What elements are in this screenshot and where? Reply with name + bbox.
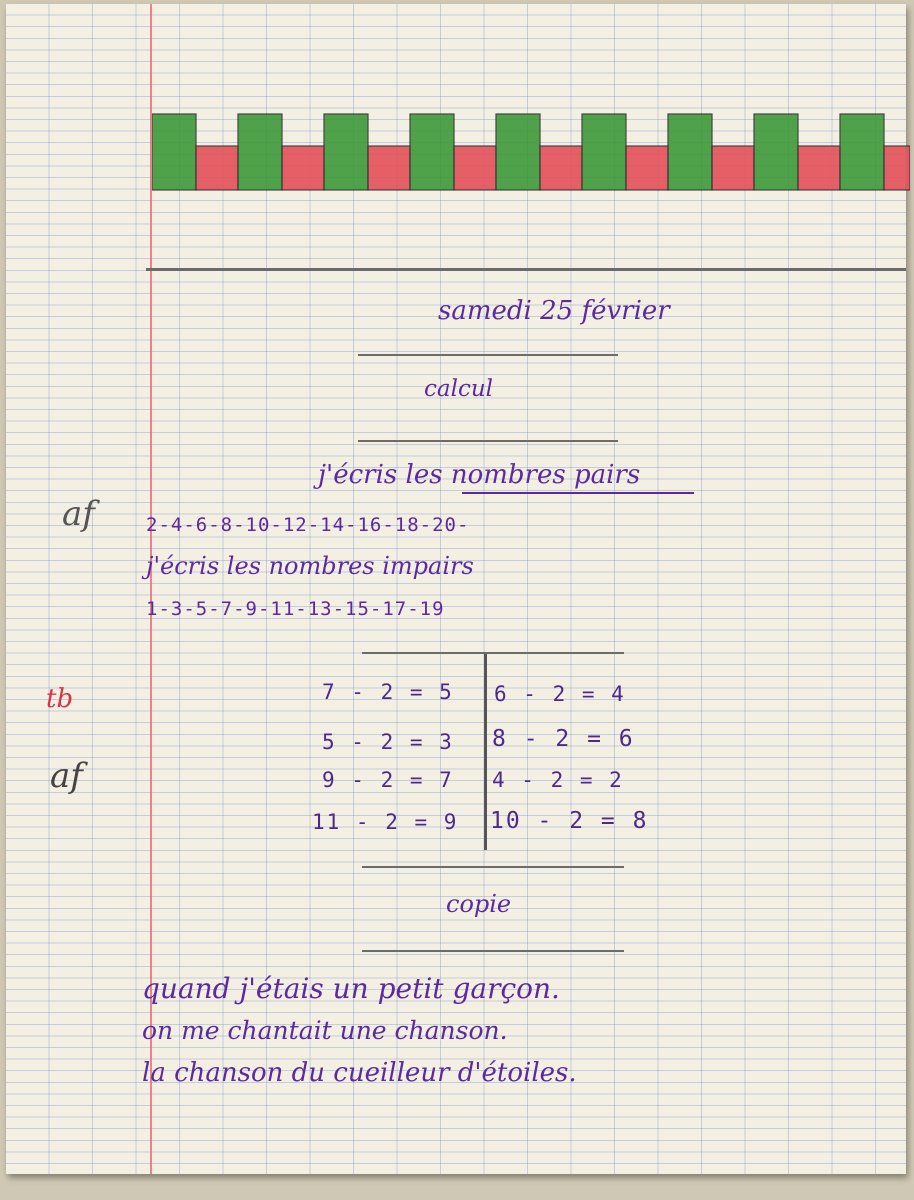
table-rule-top xyxy=(362,652,624,654)
calc-heading: calcul xyxy=(424,376,493,402)
margin-mark-2: tb xyxy=(46,684,74,714)
frieze-green-block xyxy=(754,114,798,190)
subtraction-left-3: 9 - 2 = 7 xyxy=(322,768,454,792)
subtraction-right-4: 10 - 2 = 8 xyxy=(490,808,649,834)
subtraction-right-2: 8 - 2 = 6 xyxy=(492,726,635,752)
header-rule xyxy=(146,268,906,271)
notebook-page xyxy=(6,4,906,1174)
frieze-red-block xyxy=(884,146,910,190)
copy-rule xyxy=(362,950,624,952)
subtraction-left-1: 7 - 2 = 5 xyxy=(322,680,454,704)
even-heading-underline xyxy=(462,492,694,494)
frieze-red-block xyxy=(540,146,582,190)
copy-line-1: quand j'étais un petit garçon. xyxy=(142,972,560,1005)
frieze-green-block xyxy=(668,114,712,190)
odd-heading: j'écris les nombres impairs xyxy=(146,552,474,580)
copy-line-2: on me chantait une chanson. xyxy=(142,1016,508,1045)
frieze-green-block xyxy=(496,114,540,190)
margin-mark-3: af xyxy=(50,756,83,796)
subtraction-right-3: 4 - 2 = 2 xyxy=(492,768,624,792)
frieze-red-block xyxy=(712,146,754,190)
even-heading: j'écris les nombres pairs xyxy=(318,460,641,490)
frieze-red-block xyxy=(798,146,840,190)
table-divider xyxy=(484,654,487,850)
frieze-red-block xyxy=(282,146,324,190)
colored-frieze xyxy=(152,112,910,198)
margin-mark-1: af xyxy=(62,494,95,534)
even-numbers: 2-4-6-8-10-12-14-16-18-20- xyxy=(146,514,470,536)
subtraction-left-4: 11 - 2 = 9 xyxy=(312,810,459,834)
frieze-green-block xyxy=(152,114,196,190)
frieze-red-block xyxy=(454,146,496,190)
copy-heading: copie xyxy=(446,890,512,918)
frieze-red-block xyxy=(196,146,238,190)
frieze-green-block xyxy=(582,114,626,190)
frieze-green-block xyxy=(410,114,454,190)
subtraction-right-1: 6 - 2 = 4 xyxy=(494,682,626,706)
copy-line-3: la chanson du cueilleur d'étoiles. xyxy=(142,1058,577,1088)
frieze-green-block xyxy=(840,114,884,190)
frieze-red-block xyxy=(368,146,410,190)
frieze-red-block xyxy=(626,146,668,190)
table-rule-bottom xyxy=(362,866,624,868)
calc-rule-top xyxy=(358,354,618,356)
frieze-green-block xyxy=(324,114,368,190)
frieze-green-block xyxy=(238,114,282,190)
date-heading: samedi 25 février xyxy=(438,296,670,326)
odd-numbers: 1-3-5-7-9-11-13-15-17-19 xyxy=(146,598,445,620)
subtraction-left-2: 5 - 2 = 3 xyxy=(322,730,454,754)
calc-rule-bottom xyxy=(358,440,618,442)
